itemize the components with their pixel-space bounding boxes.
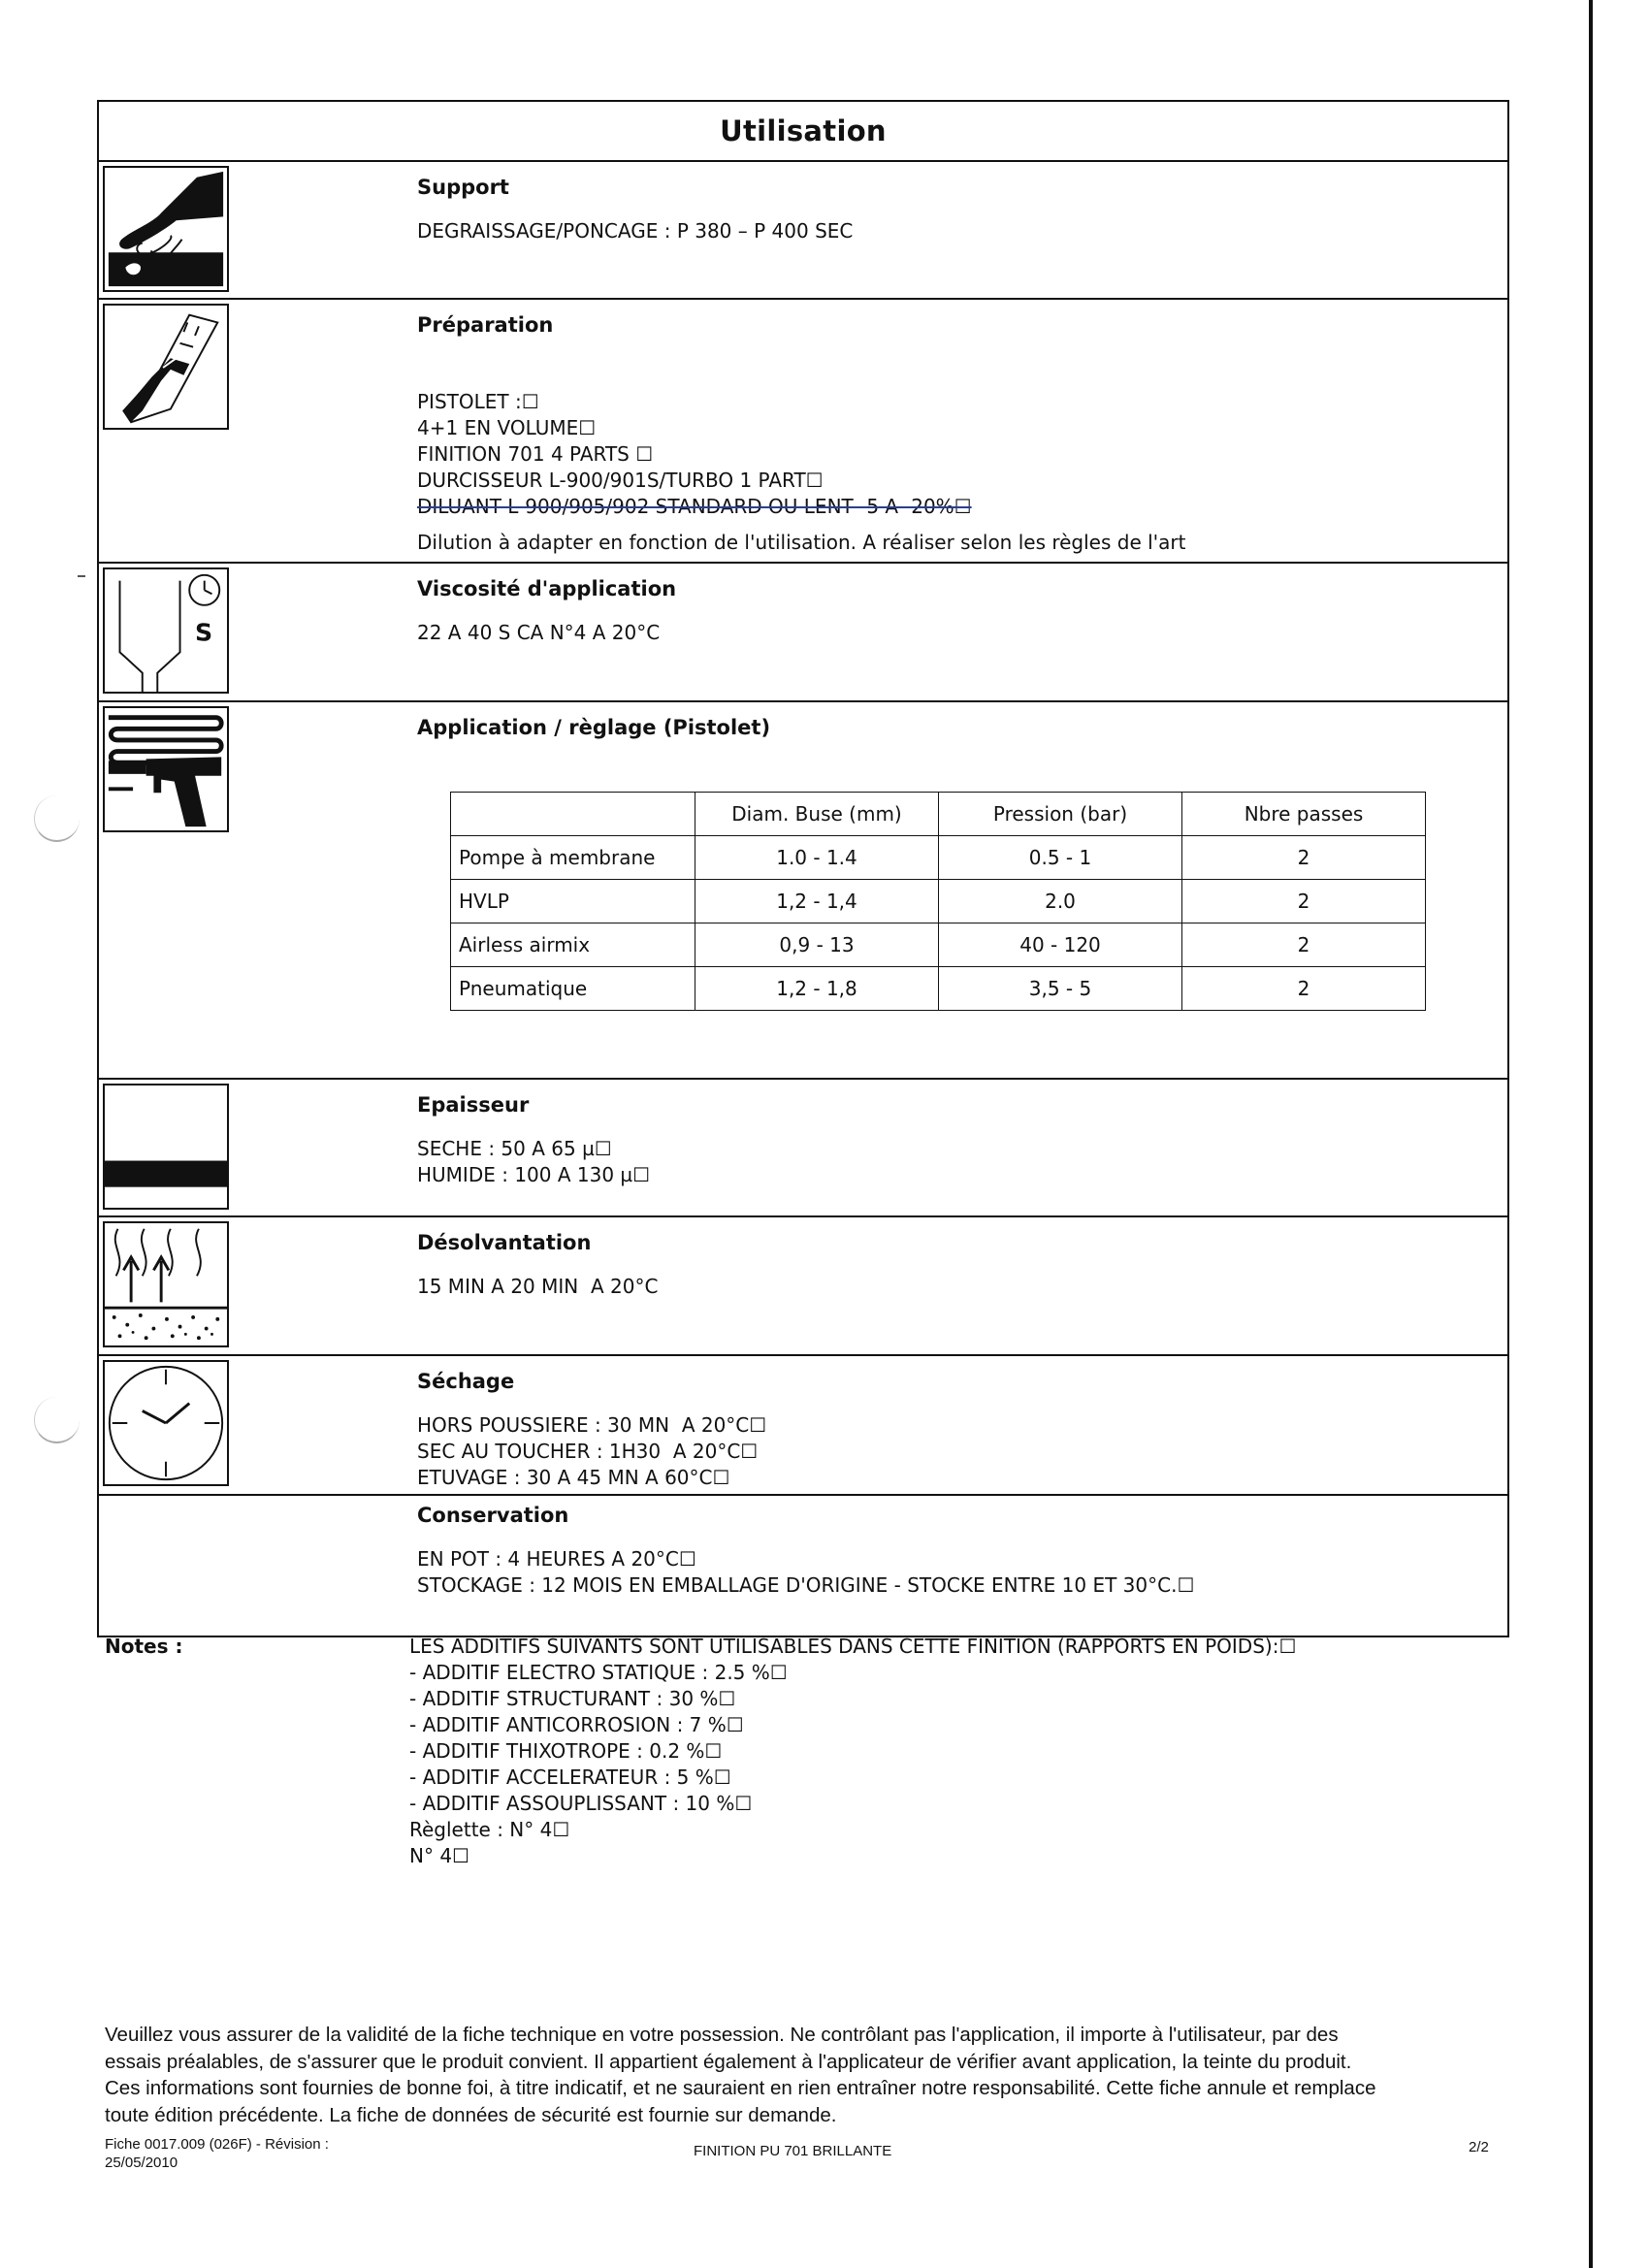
- disclaimer-line: Veuillez vous assurer de la validité de la fiche technique en votre possession. Ne contrôlant pas l'application, il importe à l'utilisateur, par des: [105, 2024, 1339, 2046]
- spray-gun-icon: [103, 706, 229, 832]
- section-sechage: [99, 1356, 1507, 1496]
- prep-line: PISTOLET :☐: [417, 390, 539, 413]
- footer-page: 2/2: [1469, 2139, 1489, 2155]
- table-cell: 3,5 - 5: [939, 967, 1182, 1011]
- page-title: Utilisation: [720, 114, 887, 147]
- table-row: [451, 836, 1426, 880]
- film-thickness-icon: [103, 1084, 229, 1210]
- footer-date: 25/05/2010: [105, 2155, 178, 2171]
- footer-product: FINITION PU 701 BRILLANTE: [694, 2143, 892, 2159]
- clock-icon: [103, 1360, 229, 1486]
- footer-fiche: Fiche 0017.009 (026F) - Révision :: [105, 2136, 329, 2153]
- table-cell: 1.0 - 1.4: [695, 836, 939, 880]
- table-cell: 0.5 - 1: [939, 836, 1182, 880]
- title-row: [99, 102, 1507, 162]
- prep-line-thinner-struck: DILUANT L-900/905/902 STANDARD OU LENT -5 A- 20%☐: [417, 495, 972, 518]
- disclaimer-line: Ces informations sont fournies de bonne foi, à titre indicatif, et ne sauraient en rien entraîner notre responsabilité. Cette fiche annule et remplace: [105, 2077, 1376, 2099]
- table-cell: 2: [1182, 923, 1426, 967]
- scan-edge: [1589, 0, 1649, 2268]
- viscosity-cup-icon: [103, 567, 229, 694]
- application-settings-table: [450, 792, 1426, 1011]
- table-cell: HVLP: [451, 880, 695, 923]
- notes-line: - ADDITIF STRUCTURANT : 30 %☐: [409, 1687, 736, 1710]
- table-header-cell: [451, 793, 695, 836]
- section-desolvantation: [99, 1217, 1507, 1356]
- table-header-row: [451, 793, 1426, 836]
- notes-line: - ADDITIF ELECTRO STATIQUE : 2.5 %☐: [409, 1661, 788, 1684]
- section-title: Préparation: [417, 313, 554, 337]
- table-header-cell: Pression (bar): [939, 793, 1182, 836]
- prep-note: Dilution à adapter en fonction de l'utilisation. A réaliser selon les règles de l'art: [417, 531, 1186, 554]
- table-cell: 1,2 - 1,8: [695, 967, 939, 1011]
- prep-line-hardener: DURCISSEUR L-900/901S/TURBO 1 PART☐: [417, 469, 824, 492]
- table-cell: 40 - 120: [939, 923, 1182, 967]
- solvent-evaporation-icon: [103, 1221, 229, 1347]
- table-row: [451, 923, 1426, 967]
- table-cell: 2: [1182, 967, 1426, 1011]
- prep-line: 4+1 EN VOLUME☐: [417, 416, 597, 439]
- drying-line: ETUVAGE : 30 A 45 MN A 60°C☐: [417, 1466, 730, 1489]
- table-cell: Pneumatique: [451, 967, 695, 1011]
- notes-list: [409, 1634, 1296, 1869]
- thickness-line: SECHE : 50 A 65 µ☐: [417, 1137, 612, 1160]
- sanding-hand-icon: [103, 166, 229, 292]
- usage-table: [97, 100, 1509, 1637]
- punch-hole-mark: [34, 1397, 80, 1443]
- storage-line: EN POT : 4 HEURES A 20°C☐: [417, 1547, 696, 1571]
- notes-label: Notes :: [105, 1635, 183, 1658]
- table-header-cell: Diam. Buse (mm): [695, 793, 939, 836]
- table-cell: Pompe à membrane: [451, 836, 695, 880]
- punch-hole-mark: [34, 795, 80, 842]
- table-row: [451, 967, 1426, 1011]
- section-title: Conservation: [417, 1504, 569, 1527]
- table-cell: 2: [1182, 880, 1426, 923]
- notes-line: Règlette : N° 4☐: [409, 1818, 570, 1841]
- section-title: Application / règlage (Pistolet): [417, 716, 771, 739]
- section-application: [99, 702, 1507, 1080]
- section-title: Viscosité d'application: [417, 577, 677, 600]
- section-title: Séchage: [417, 1370, 515, 1393]
- section-viscosite: [99, 564, 1507, 702]
- notes-line: LES ADDITIFS SUIVANTS SONT UTILISABLES DANS CETTE FINITION (RAPPORTS EN POIDS):☐: [409, 1635, 1297, 1658]
- support-line: DEGRAISSAGE/PONCAGE : P 380 – P 400 SEC: [417, 219, 854, 243]
- viscosity-line: 22 A 40 S CA N°4 A 20°C: [417, 621, 661, 644]
- table-row: [451, 880, 1426, 923]
- disclaimer: [105, 2022, 1511, 2128]
- notes-line: - ADDITIF ASSOUPLISSANT : 10 %☐: [409, 1792, 753, 1815]
- flash-off-line: 15 MIN A 20 MIN A 20°C: [417, 1275, 659, 1298]
- table-cell: 2: [1182, 836, 1426, 880]
- paint-stirring-icon: [103, 304, 229, 430]
- notes-line: - ADDITIF ANTICORROSION : 7 %☐: [409, 1713, 744, 1736]
- table-cell: Airless airmix: [451, 923, 695, 967]
- drying-line: SEC AU TOUCHER : 1H30 A 20°C☐: [417, 1440, 759, 1463]
- table-cell: 1,2 - 1,4: [695, 880, 939, 923]
- prep-line: FINITION 701 4 PARTS ☐: [417, 442, 654, 466]
- drying-line: HORS POUSSIERE : 30 MN A 20°C☐: [417, 1413, 767, 1437]
- table-cell: 0,9 - 13: [695, 923, 939, 967]
- notes-line: N° 4☐: [409, 1844, 469, 1867]
- table-cell: 2.0: [939, 880, 1182, 923]
- section-title: Epaisseur: [417, 1093, 530, 1117]
- section-support: [99, 162, 1507, 300]
- section-epaisseur: [99, 1080, 1507, 1217]
- thickness-line: HUMIDE : 100 A 130 µ☐: [417, 1163, 651, 1186]
- svg-text:S: S: [195, 618, 213, 647]
- storage-line: STOCKAGE : 12 MOIS EN EMBALLAGE D'ORIGINE - STOCKE ENTRE 10 ET 30°C.☐: [417, 1573, 1195, 1597]
- disclaimer-line: toute édition précédente. La fiche de données de sécurité est fournie sur demande.: [105, 2103, 837, 2126]
- disclaimer-line: essais préalables, de s'assurer que le produit convient. Il appartient également à l'applicateur de vérifier avant application, la teinte du produit.: [105, 2050, 1352, 2073]
- scan-mark: [78, 575, 85, 577]
- section-title: Support: [417, 176, 509, 199]
- section-preparation: [99, 300, 1507, 564]
- notes-line: - ADDITIF ACCELERATEUR : 5 %☐: [409, 1766, 731, 1789]
- notes-line: - ADDITIF THIXOTROPE : 0.2 %☐: [409, 1739, 723, 1763]
- table-header-cell: Nbre passes: [1182, 793, 1426, 836]
- section-title: Désolvantation: [417, 1231, 592, 1254]
- section-conservation: [99, 1496, 1507, 1637]
